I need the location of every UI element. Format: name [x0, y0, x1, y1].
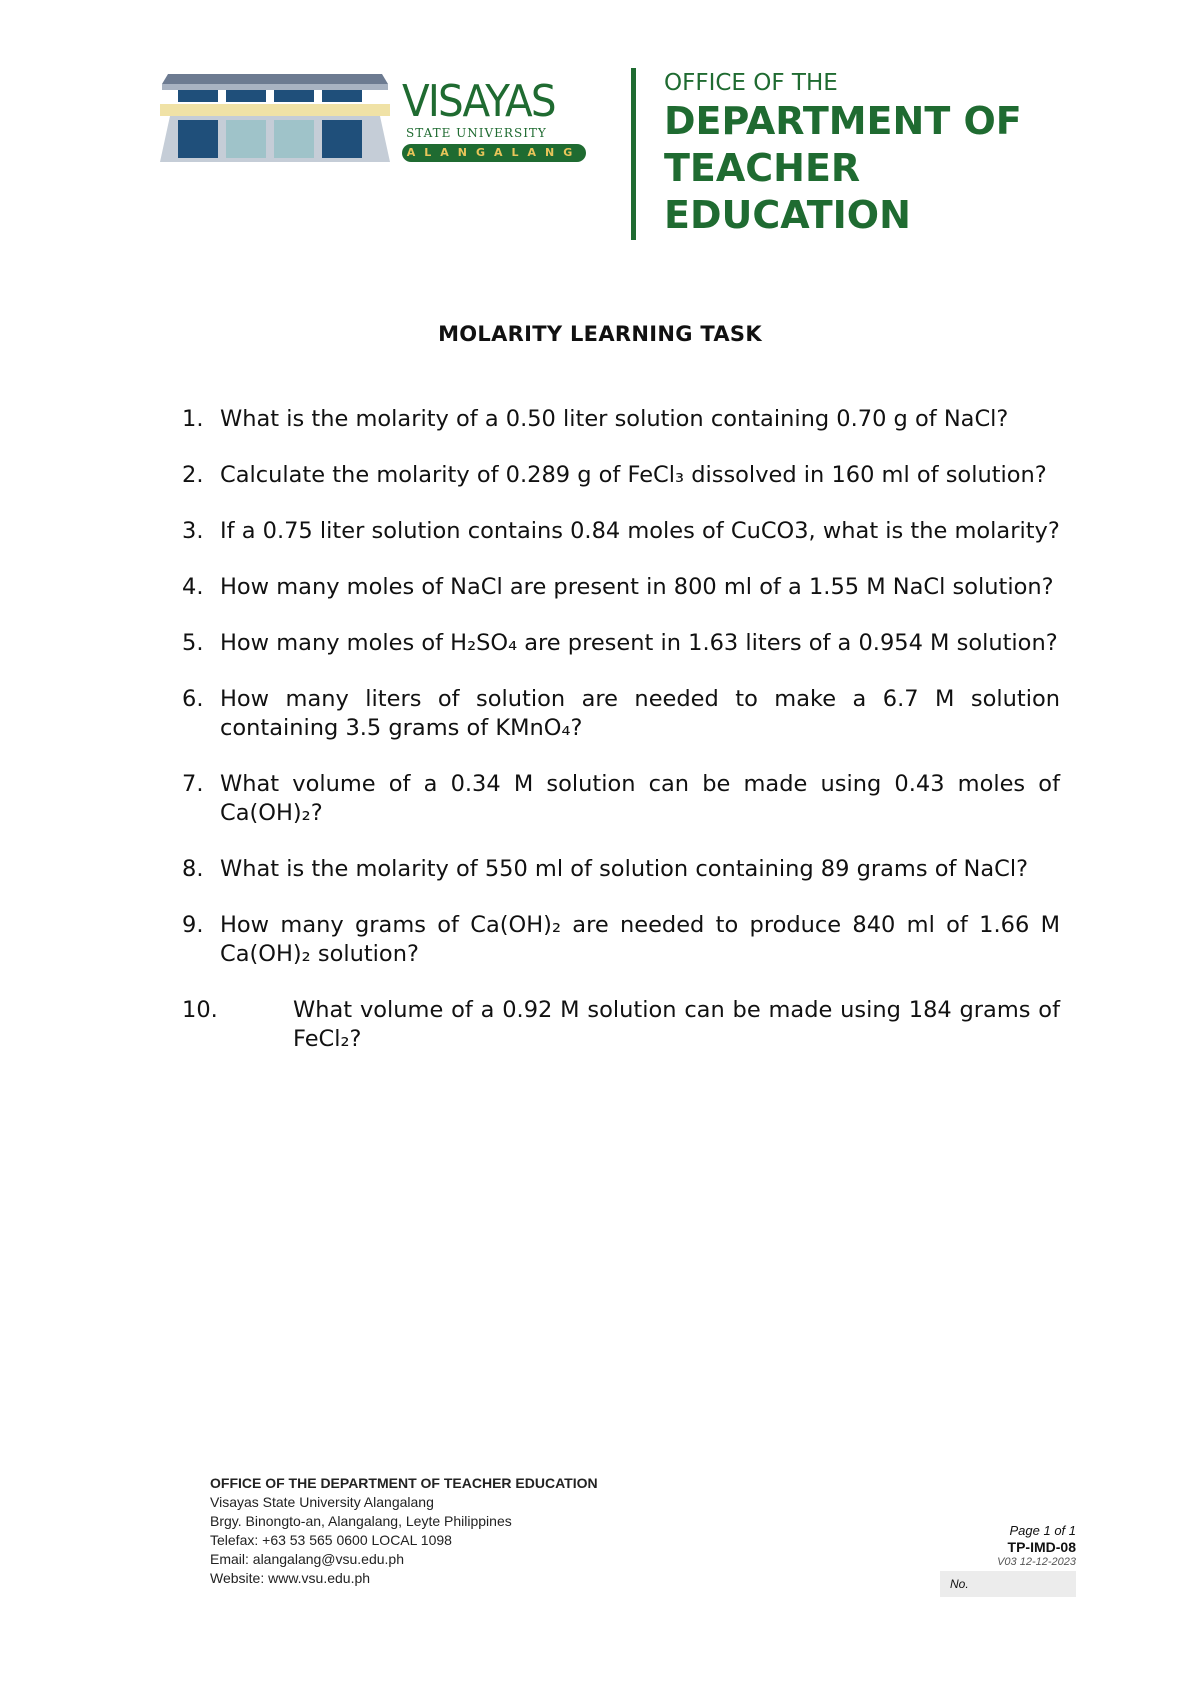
- footer-address: Brgy. Binongto-an, Alangalang, Leyte Philippines: [210, 1513, 512, 1529]
- university-wordmark: [402, 76, 602, 162]
- logo-campus: ALANGALANG: [402, 144, 586, 162]
- question-number: 5.: [182, 630, 204, 656]
- list-item: [182, 855, 1060, 884]
- office-of-label: OFFICE OF THE: [664, 70, 838, 96]
- question-number: 10.: [182, 997, 218, 1023]
- question-text: How many liters of solution are needed to make a 6.7 M solution containing 3.5 grams of KMnO₄?: [220, 686, 1060, 741]
- question-number: 2.: [182, 462, 204, 488]
- question-list: [182, 405, 1060, 1081]
- department-line: TEACHER: [664, 146, 861, 190]
- page-indicator: Page 1 of 1: [1009, 1523, 1076, 1538]
- question-number: 8.: [182, 856, 204, 882]
- question-text: If a 0.75 liter solution contains 0.84 moles of CuCO3, what is the molarity?: [220, 518, 1060, 544]
- list-item: [182, 996, 1060, 1054]
- document-version: V03 12-12-2023: [997, 1556, 1076, 1568]
- header-divider: [631, 68, 636, 240]
- department-line: DEPARTMENT OF: [664, 99, 1022, 143]
- question-number: 3.: [182, 518, 204, 544]
- page-title: MOLARITY LEARNING TASK: [438, 322, 762, 346]
- letterhead: [0, 0, 1200, 260]
- question-text: How many moles of NaCl are present in 800 ml of a 1.55 M NaCl solution?: [220, 574, 1054, 600]
- department-line: EDUCATION: [664, 193, 911, 237]
- question-number: 9.: [182, 912, 204, 938]
- list-item: [182, 770, 1060, 828]
- logo-name: VISAYAS: [402, 76, 555, 127]
- question-text: Calculate the molarity of 0.289 g of FeCl₃ dissolved in 160 ml of solution?: [220, 462, 1047, 488]
- university-building-logo: [160, 74, 390, 166]
- footer-doc-info: [900, 1522, 1076, 1597]
- footer-website: Website: www.vsu.edu.ph: [210, 1570, 371, 1586]
- control-number-box: No.: [940, 1571, 1076, 1597]
- document-code: TP-IMD-08: [1007, 1539, 1076, 1555]
- question-number: 6.: [182, 686, 204, 712]
- list-item: [182, 911, 1060, 969]
- list-item: [182, 573, 1060, 602]
- question-text: What volume of a 0.92 M solution can be made using 184 grams of FeCl₂?: [293, 997, 1060, 1052]
- question-text: What is the molarity of a 0.50 liter solution containing 0.70 g of NaCl?: [220, 406, 1009, 432]
- question-text: What is the molarity of 550 ml of solution containing 89 grams of NaCl?: [220, 856, 1029, 882]
- list-item: [182, 405, 1060, 434]
- footer-university: Visayas State University Alangalang: [210, 1494, 434, 1510]
- question-number: 7.: [182, 771, 204, 797]
- question-number: 1.: [182, 406, 204, 432]
- list-item: [182, 629, 1060, 658]
- footer-telefax: Telefax: +63 53 565 0600 LOCAL 1098: [210, 1532, 452, 1548]
- list-item: [182, 517, 1060, 546]
- list-item: [182, 685, 1060, 743]
- footer-contact: [210, 1474, 630, 1588]
- question-number: 4.: [182, 574, 204, 600]
- list-item: [182, 461, 1060, 490]
- question-text: What volume of a 0.34 M solution can be made using 0.43 moles of Ca(OH)₂?: [220, 771, 1060, 826]
- question-text: How many moles of H₂SO₄ are present in 1.63 liters of a 0.954 M solution?: [220, 630, 1058, 656]
- footer-office-title: OFFICE OF THE DEPARTMENT OF TEACHER EDUCATION: [210, 1475, 598, 1491]
- footer-email: Email: alangalang@vsu.edu.ph: [210, 1551, 405, 1567]
- office-heading: [664, 68, 1022, 239]
- logo-subtitle: STATE UNIVERSITY: [406, 126, 547, 140]
- question-text: How many grams of Ca(OH)₂ are needed to produce 840 ml of 1.66 M Ca(OH)₂ solution?: [220, 912, 1060, 967]
